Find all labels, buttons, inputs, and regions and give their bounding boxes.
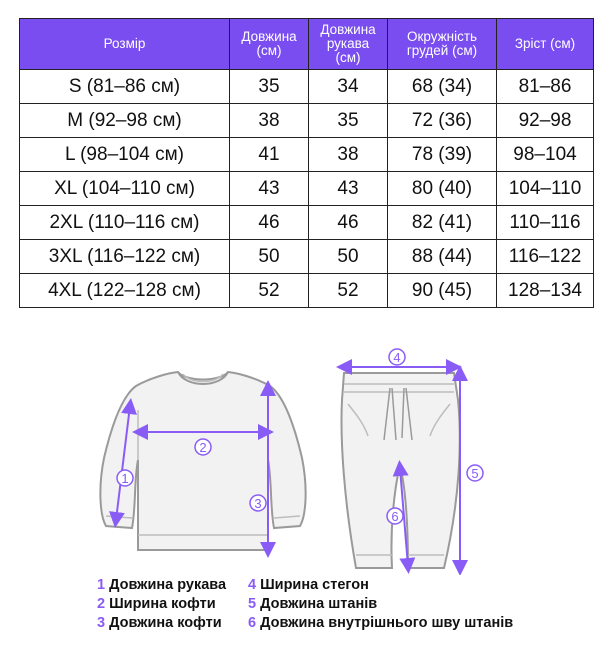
svg-text:1: 1 [121,471,129,486]
table-row [20,274,594,308]
legend-item: 3 Довжина кофти [97,615,222,631]
cell-height: 116–122 [497,240,594,274]
cell-chest: 68 (34) [388,70,497,104]
legend-item: 4 Ширина стегон [248,577,369,593]
header-length: Довжина (см) [230,19,309,70]
table-row [20,206,594,240]
cell-sleeve: 52 [309,274,388,308]
cell-height: 110–116 [497,206,594,240]
cell-size: L (98–104 см) [20,138,230,172]
svg-text:4: 4 [393,350,401,365]
marker-5 [467,465,483,481]
marker-2 [195,439,211,455]
cell-length: 35 [230,70,309,104]
sweatshirt-icon [100,372,305,550]
cell-height: 81–86 [497,70,594,104]
marker-4 [389,349,405,365]
size-table [19,18,594,308]
header-sleeve-length: Довжина рукава (см) [309,19,388,70]
cell-chest: 82 (41) [388,206,497,240]
cell-sleeve: 46 [309,206,388,240]
legend-item: 6 Довжина внутрішнього шву штанів [248,615,514,631]
legend-item: 2 Ширина кофти [97,596,216,612]
legend-left [97,576,226,633]
cell-length: 50 [230,240,309,274]
cell-sleeve: 35 [309,104,388,138]
cell-size: 2XL (110–116 см) [20,206,230,240]
cell-size: 4XL (122–128 см) [20,274,230,308]
table-row [20,172,594,206]
table-row [20,70,594,104]
cell-size: XL (104–110 см) [20,172,230,206]
table-row [20,104,594,138]
cell-length: 46 [230,206,309,240]
table-row [20,240,594,274]
cell-height: 104–110 [497,172,594,206]
cell-chest: 72 (36) [388,104,497,138]
header-size: Розмір [20,19,230,70]
cell-chest: 88 (44) [388,240,497,274]
table-header-row [20,19,594,70]
cell-sleeve: 43 [309,172,388,206]
legend-item: 5 Довжина штанів [248,596,378,612]
cell-sleeve: 34 [309,70,388,104]
cell-height: 128–134 [497,274,594,308]
marker-6 [387,508,403,524]
cell-sleeve: 50 [309,240,388,274]
cell-chest: 78 (39) [388,138,497,172]
cell-length: 43 [230,172,309,206]
cell-length: 52 [230,274,309,308]
table-row [20,138,594,172]
header-height: Зріст (см) [497,19,594,70]
legend-item: 1 Довжина рукава [97,577,227,593]
svg-text:3: 3 [254,496,262,511]
cell-sleeve: 38 [309,138,388,172]
cell-length: 41 [230,138,309,172]
garment-illustration [0,340,612,575]
cell-height: 98–104 [497,138,594,172]
cell-height: 92–98 [497,104,594,138]
cell-chest: 90 (45) [388,274,497,308]
header-chest: Окружність грудей (см) [388,19,497,70]
cell-length: 38 [230,104,309,138]
cell-size: M (92–98 см) [20,104,230,138]
cell-size: 3XL (116–122 см) [20,240,230,274]
cell-chest: 80 (40) [388,172,497,206]
cell-size: S (81–86 см) [20,70,230,104]
svg-text:6: 6 [391,509,399,524]
svg-text:2: 2 [199,440,207,455]
marker-3 [250,495,266,511]
marker-1 [117,470,133,486]
legend-right [248,576,513,633]
svg-text:5: 5 [471,466,479,481]
